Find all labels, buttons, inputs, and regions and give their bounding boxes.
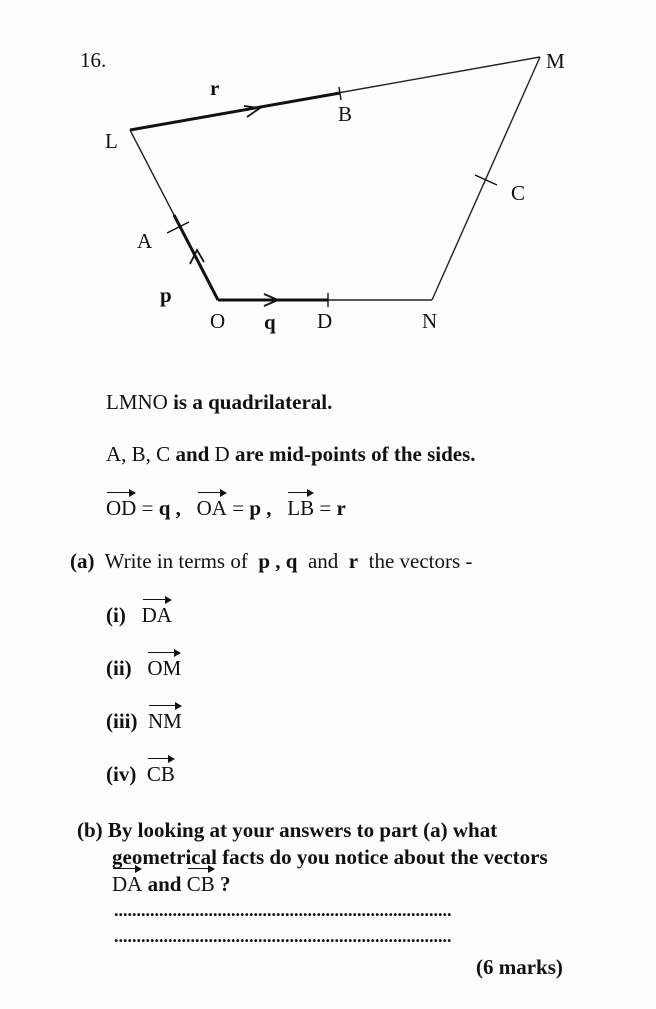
label-r: r [210, 76, 220, 100]
part-a-item-i: (i) DA [106, 603, 172, 628]
vector-cb: CB [147, 762, 175, 787]
label-a: A [137, 229, 153, 253]
statement-midpoints: A, B, C and D are mid-points of the sides. [106, 442, 476, 466]
label-b: B [338, 102, 353, 126]
answer-line-2[interactable]: ........................................................................... [114, 926, 452, 946]
vector-om: OM [147, 656, 181, 681]
part-b-line-2: geometrical facts do you notice about the vectors [112, 845, 548, 869]
part-a-item-iii: (iii) NM [106, 709, 182, 734]
tick-c [475, 175, 497, 185]
part-a-prompt: (a) Write in terms of p , q and r the vectors - [70, 549, 473, 573]
statement-quadrilateral: LMNO is a quadrilateral. [106, 390, 333, 414]
label-c: C [511, 181, 526, 205]
vector-definitions: OD = q , OA = p , LB = r [106, 496, 346, 521]
vector-da-b: DA [112, 872, 142, 897]
answer-line-1[interactable]: ........................................................................... [114, 900, 452, 920]
vector-lb: LB [287, 496, 314, 521]
part-b-label: (b) [77, 818, 103, 842]
side-mn [432, 57, 540, 300]
label-n: N [422, 309, 438, 333]
part-b-line-3: DA and CB ? [112, 872, 230, 897]
vector-od: OD [106, 496, 136, 521]
vector-p [174, 215, 218, 300]
quadrilateral-diagram [0, 0, 656, 360]
marks: (6 marks) [476, 955, 563, 979]
label-p: p [160, 283, 172, 307]
vector-da: DA [142, 603, 172, 628]
label-l: L [105, 129, 118, 153]
question-number: 16. [80, 48, 107, 72]
vector-nm: NM [148, 709, 182, 734]
label-q: q [264, 310, 276, 334]
part-a-item-iv: (iv) CB [106, 762, 175, 787]
label-d: D [317, 309, 333, 333]
vector-r [130, 93, 340, 130]
vector-oa: OA [197, 496, 227, 521]
part-b-line-1: (b) By looking at your answers to part (a) what [77, 818, 498, 842]
tick-b [339, 87, 341, 100]
label-o: O [210, 309, 226, 333]
part-a-item-ii: (ii) OM [106, 656, 181, 681]
label-m: M [546, 49, 565, 73]
vector-cb-b: CB [187, 872, 215, 897]
arrowhead-r [244, 106, 260, 117]
part-a-label: (a) [70, 549, 95, 573]
